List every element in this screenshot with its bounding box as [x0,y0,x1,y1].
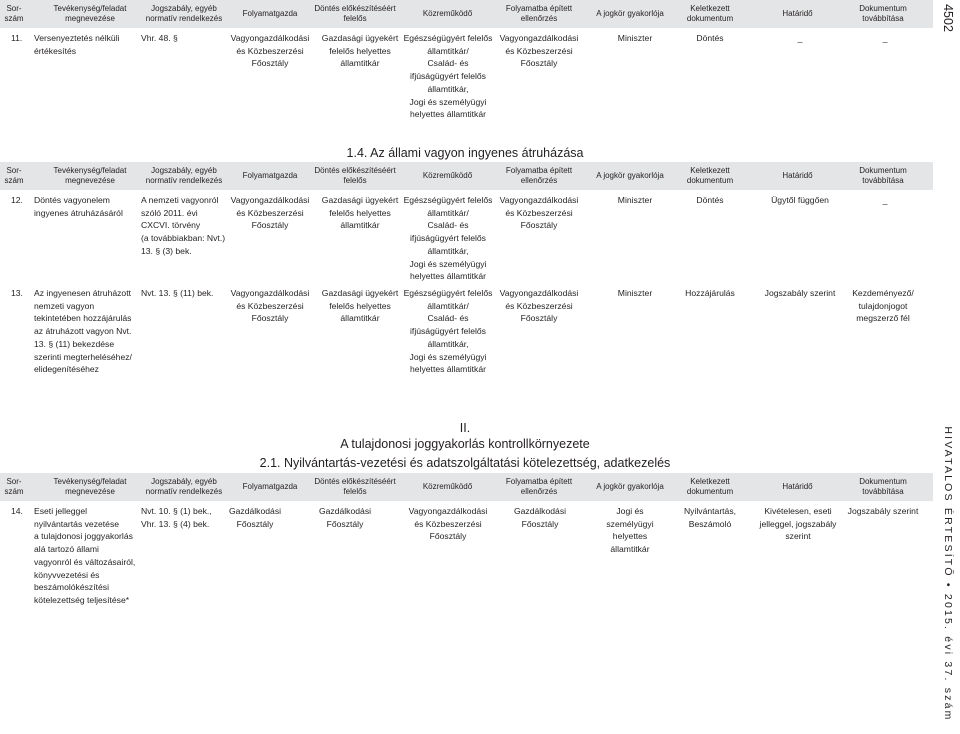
page-number: 4502 [941,4,955,32]
contrib-cell: Egészségügyért felelős államtitkár/ Család- és ifjúságügyért felelős államtitkár, Jogi és személyügyi helyettes államtitkár [403,33,493,120]
authority-cell: Jogi és személyügyi helyettes államtitkár [606,506,654,555]
task-cell: Eseti jelleggel nyilvántartás vezetése a tulajdonosi joggyakorlás alá tartozó állami vagyonról és változásairól, könyvvezetési és beszámolókészítési kötelezettség teljesítése* [34,506,136,605]
task-cell: Döntés vagyonelem ingyenes átruházásáról [34,195,123,218]
header-folyamatba: Folyamatba épített ellenőrzés [505,477,573,496]
header-dokumentum: Dokumentum továbbítása [859,477,907,496]
header-folyamatgazda: Folyamatgazda [242,9,298,18]
header-jogkor: A jogkör gyakorlója [596,171,664,180]
prep-cell: Gazdasági ügyekért felelős helyettes államtitkár [321,288,399,324]
journal-footer: HIVATALOS ÉRTESÍTŐ • 2015. évi 37. szám [942,426,954,722]
authority-cell: Miniszter [617,195,653,205]
document-cell: Döntés [696,195,724,205]
forward-cell: _ [882,33,888,43]
contrib-cell: Vagyongazdálkodási és Közbeszerzési Főosztály [408,506,488,542]
deadline-cell: _ [797,33,803,43]
prep-cell: Gazdasági ügyekért felelős helyettes államtitkár [321,33,399,69]
section-subtitle: 2.1. Nyilvántartás-vezetési és adatszolgáltatási kötelezettség, adatkezelés [259,456,671,470]
document-cell: Döntés [696,33,724,43]
header-jogszabaly: Jogszabály, egyéb normatív rendelkezés [145,4,223,23]
header-jogkor: A jogkör gyakorlója [596,482,664,491]
deadline-cell: Ügytől függően [771,195,829,205]
prep-cell: Gazdasági ügyekért felelős helyettes államtitkár [321,195,399,231]
header-dontes: Döntés előkészítéséért felelős [314,166,396,185]
authority-cell: Miniszter [617,33,653,43]
table-header-2 [0,162,933,190]
law-cell: Nvt. 13. § (11) bek. [141,288,214,298]
header-folyamatba: Folyamatba épített ellenőrzés [505,4,573,23]
law-cell: Vhr. 48. § [141,33,178,43]
section-roman-numeral: II. [459,421,471,435]
forward-cell: Kezdeményező/ tulajdonjogot megszerző fél [852,288,914,324]
header-folyamatba: Folyamatba épített ellenőrzés [505,166,573,185]
law-cell: A nemzeti vagyonról szóló 2011. évi CXCVI. törvény (a továbbiakban: Nvt.) 13. § (3) bek. [141,195,226,256]
table-header-1 [0,0,933,28]
deadline-cell: Kivételesen, eseti jelleggel, jogszabály szerint [759,506,837,542]
control-cell: Vagyongazdálkodási és Közbeszerzési Főosztály [499,195,579,231]
header-hatarido: Határidő [782,482,813,491]
header-folyamatgazda: Folyamatgazda [242,171,298,180]
owner-cell: Vagyongazdálkodási és Közbeszerzési Főosztály [230,33,310,69]
control-cell: Gazdálkodási Főosztály [513,506,567,529]
header-hatarido: Határidő [782,9,813,18]
row-number: 11. [11,33,23,43]
header-dontes: Döntés előkészítéséért felelős [314,4,396,23]
header-dokumentum: Dokumentum továbbítása [859,4,907,23]
header-dokumentum: Dokumentum továbbítása [859,166,907,185]
task-cell: Az ingyenesen átruházott nemzeti vagyon tekintetében hozzájárulás az átruházott vagyon Nvt. 13. § (11) bekezdése szerinti megterheléséhez/ elidegenítéséhez [34,288,132,375]
header-folyamatgazda: Folyamatgazda [242,482,298,491]
control-cell: Vagyongazdálkodási és Közbeszerzési Főosztály [499,288,579,324]
section-title: A tulajdonosi joggyakorlás kontrollkörnyezete [340,437,590,451]
header-hatarido: Határidő [782,171,813,180]
header-sorszam: Sor- szám [4,166,24,185]
header-tevekenyseg: Tevékenység/feladat megnevezése [53,4,127,23]
row-number: 14. [11,506,23,516]
row-number: 13. [11,288,23,298]
contrib-cell: Egészségügyért felelős államtitkár/ Család- és ifjúságügyért felelős államtitkár, Jogi és személyügyi helyettes államtitkár [403,288,493,375]
header-keletkezett: Keletkezett dokumentum [686,477,734,496]
task-cell: Versenyeztetés nélküli értékesítés [34,33,120,56]
header-kozremukodo: Közreműködő [422,482,473,491]
header-jogkor: A jogkör gyakorlója [596,9,664,18]
forward-cell: Jogszabály szerint [847,506,919,516]
document-cell: Nyilvántartás, Beszámoló [683,506,737,529]
header-jogszabaly: Jogszabály, egyéb normatív rendelkezés [145,477,223,496]
law-cell: Nvt. 10. § (1) bek., Vhr. 13. § (4) bek. [141,506,212,529]
owner-cell: Gazdálkodási Főosztály [228,506,282,529]
section-title: 1.4. Az állami vagyon ingyenes átruházása [346,146,584,160]
forward-cell: _ [882,195,888,205]
header-sorszam: Sor- szám [4,477,24,496]
header-keletkezett: Keletkezett dokumentum [686,166,734,185]
header-tevekenyseg: Tevékenység/feladat megnevezése [53,477,127,496]
deadline-cell: Jogszabály szerint [764,288,836,298]
header-sorszam: Sor- szám [4,4,24,23]
control-cell: Vagyongazdálkodási és Közbeszerzési Főosztály [499,33,579,69]
authority-cell: Miniszter [617,288,653,298]
row-number: 12. [11,195,23,205]
contrib-cell: Egészségügyért felelős államtitkár/ Család- és ifjúságügyért felelős államtitkár, Jogi és személyügyi helyettes államtitkár [403,195,493,282]
owner-cell: Vagyongazdálkodási és Közbeszerzési Főosztály [230,288,310,324]
header-jogszabaly: Jogszabály, egyéb normatív rendelkezés [145,166,223,185]
owner-cell: Vagyongazdálkodási és Közbeszerzési Főosztály [230,195,310,231]
table-header-3 [0,473,933,501]
document-cell: Hozzájárulás [685,288,735,298]
header-tevekenyseg: Tevékenység/feladat megnevezése [53,166,127,185]
header-keletkezett: Keletkezett dokumentum [686,4,734,23]
header-kozremukodo: Közreműködő [422,9,473,18]
header-kozremukodo: Közreműködő [422,171,473,180]
header-dontes: Döntés előkészítéséért felelős [314,477,396,496]
prep-cell: Gazdálkodási Főosztály [318,506,372,529]
